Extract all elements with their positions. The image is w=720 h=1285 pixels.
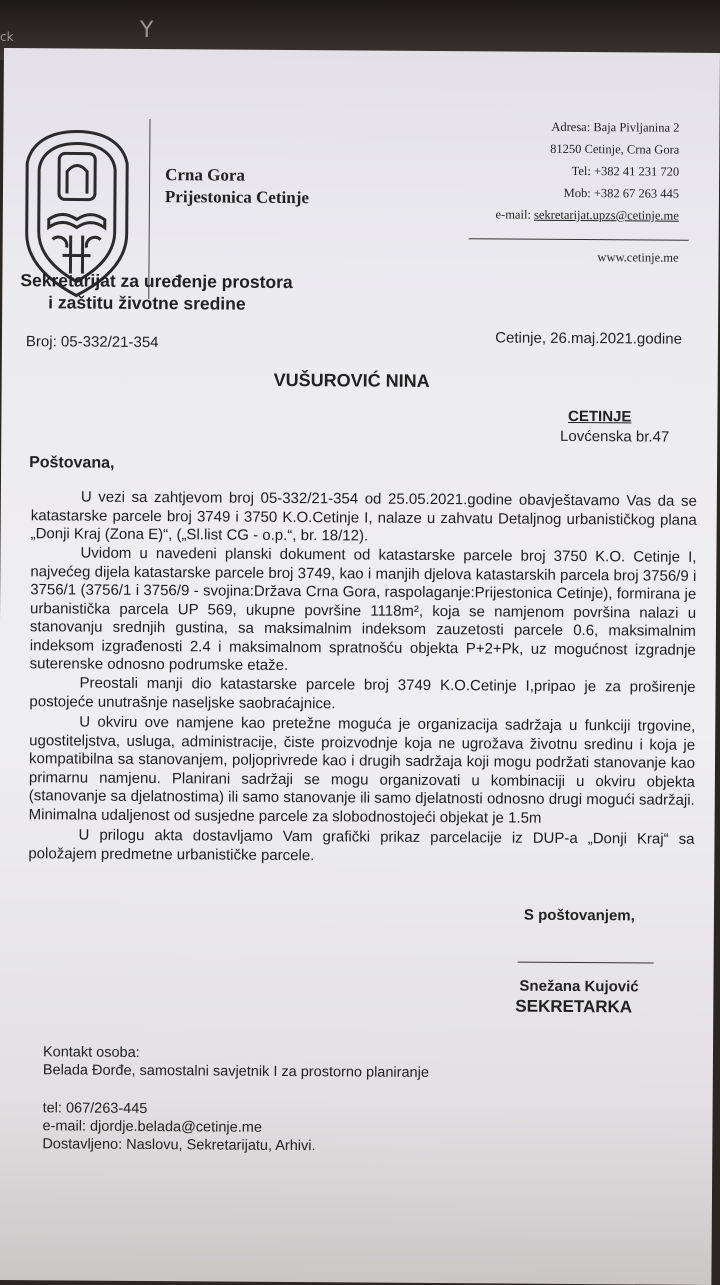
body-paragraph	[30, 544, 697, 678]
closing-greeting: S poštovanjem,	[523, 906, 635, 925]
body-paragraph	[29, 713, 696, 829]
signature-line	[518, 962, 654, 964]
email-label: e-mail:	[495, 207, 535, 222]
paragraph-text: U vezi sa zahtjevom broj 05-332/21-354 od 25.05.2021.godine obavještavamo Vas da se katastarske parcele broj 3749 i 3750 K.O.Cetinje I, nalaze u zahvatu Detaljnog urbanističkog plana „Donji Kraj (Zona E)“, („Sl.list CG - o.p.“, br. 18/12).	[30, 488, 697, 545]
address-email-row	[495, 207, 678, 223]
contact-tel: tel: 067/263-445	[42, 1100, 148, 1118]
country-name: Crna Gora	[165, 165, 245, 185]
body-paragraph	[31, 488, 697, 548]
body-paragraph	[29, 674, 695, 716]
delivered-to: Dostavljeno: Naslovu, Sekretarijatu, Arhivi.	[42, 1136, 316, 1155]
city-name: Prijestonica Cetinje	[164, 187, 310, 208]
body-paragraph	[28, 826, 694, 868]
signer-title: SEKRETARKA	[515, 996, 633, 1017]
reference-number: Broj: 05-332/21-354	[25, 333, 159, 352]
salutation: Poštovana,	[29, 454, 115, 472]
address-divider	[469, 238, 689, 241]
recipient-city: CETINJE	[568, 407, 632, 426]
contact-person: Belada Đorđe, samostalni savjetnik I za prostorno planiranje	[42, 1062, 429, 1081]
paragraph-text: U prilogu akta dostavljamo Vam grafički prikaz parcelacije iz DUP-a „Donji Kraj“ sa položajem predmetne urbanističke parcele.	[28, 826, 695, 864]
contact-label: Kontakt osoba:	[42, 1044, 140, 1061]
website-link[interactable]: www.cetinje.me	[597, 250, 679, 265]
address-postal: 81250 Cetinje, Crna Gora	[550, 141, 680, 157]
document-date: Cetinje, 26.maj.2021.godine	[495, 329, 683, 348]
document-page	[0, 48, 720, 1285]
recipient-street: Lovćenska br.47	[559, 427, 670, 446]
recipient-name: VUŠUROVIĆ NINA	[273, 369, 430, 391]
address-tel: Tel: +382 41 231 720	[571, 163, 680, 179]
signer-name: Snežana Kujović	[519, 977, 639, 996]
paragraph-text: U okviru ove namjene kao pretežne moguća je organizacija sadržaja u funkciji trgovine, ugostiteljstva, usluga, administracije, čiste proizvodnje koja ne ugrožava životnu sredinu i koja je kompatibilna sa stanovanjem, poljoprivrede kao i drugih sadržaja koji mogu podržati stanovanje kao primarnu namjenu. Planirani sadržaji se mogu organizovati u kombinaciji u okviru objekta (stanovanje sa djelatnostima) ili samo stanovanje ili samo djelatnosti odnosno drugi mogući sadržaji. Minimalna udaljenost od susjedne parcele za slobodnostojeći objekat je 1.5m	[28, 713, 696, 827]
department-title-line2: i zaštitu životne sredine	[48, 292, 246, 314]
paragraph-text: Uvidom u navedeni planski dokument od katastarske parcele broj 3750 K.O. Cetinje I, najvećeg dijela katastarske parcele broj 3749, kao i manjih djelova katastarskih parcela broj 3756/9 i 3756/1 (3756/1 i 3756/9 - svojina:Država Crna Gora, raspolaganje:Prijestonica Cetinje), formirana je urbanistička parcela UP 569, ukupne površine 1118m², koja se namjenom površina nalazi u stanovanju srednjih gustina, sa maksimalnim indeksom zauzetosti parcele 0.6, maksimalnim indeksom izgrađenosti 2.4 i maksimalnom spratnošću objekta P+2+Pk, uz mogućnost izgradnje suterenske odnosno podrumske etaže.	[29, 544, 697, 674]
contact-email[interactable]: e-mail: djordje.belada@cetinje.me	[42, 1118, 262, 1136]
background-scribble: ck	[0, 30, 14, 44]
paragraph-text: Preostali manji dio katastarske parcele broj 3749 K.O.Cetinje I,pripao je za proširenje postojeće unutrašnje naseljske saobraćajnice.	[29, 674, 696, 712]
background-scribble: Y	[140, 18, 154, 43]
address-street: Adresa: Baja Pivljanina 2	[551, 119, 680, 135]
address-mob: Mob: +382 67 263 445	[563, 185, 680, 201]
department-title-line1: Sekretarijat za uređenje prostora	[20, 270, 293, 293]
email-link[interactable]: sekretarijat.upzs@cetinje.me	[534, 207, 679, 223]
